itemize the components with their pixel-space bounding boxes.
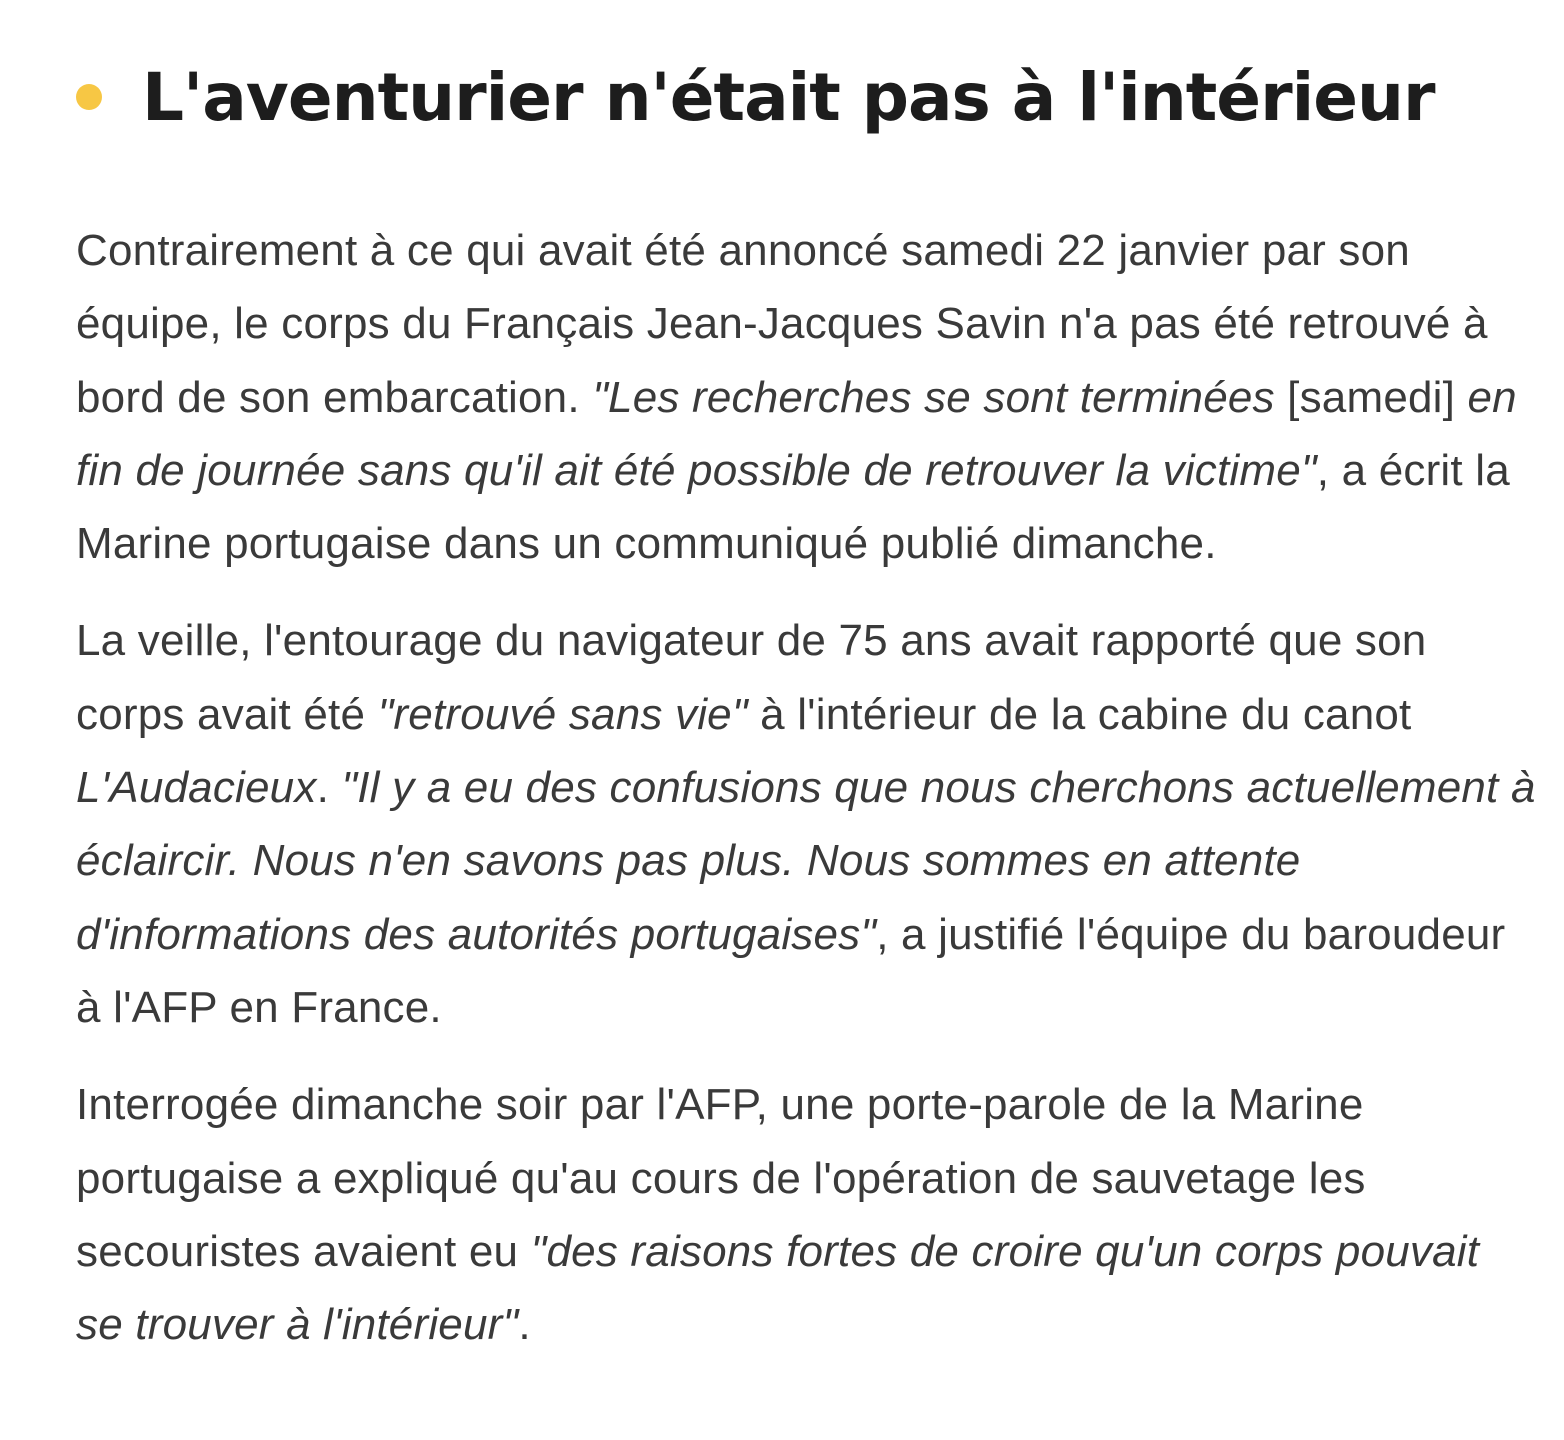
text-run: . — [316, 763, 342, 813]
quote-run: "des raisons fortes de croire qu'un corps pouvait se trouver à l'intérieur" — [76, 1226, 1480, 1350]
section-title: L'aventurier n'était pas à l'intérieur — [142, 59, 1435, 136]
text-run: Contrairement à ce qui avait été annoncé samedi 22 janvier par son équipe, le corps du Français Jean-Jacques Savin n'a pas été retrouvé à bord de son embarcation. — [76, 226, 1488, 422]
text-run: Interrogée dimanche soir par l'AFP, une porte-parole de la Marine portugaise a expliqué qu'au cours de l'opération de sauvetage les secouristes avaient eu — [76, 1080, 1366, 1276]
article-section — [76, 54, 1536, 1361]
bullet-dot-icon — [76, 84, 102, 110]
boat-name: L'Audacieux — [76, 763, 317, 813]
quote-run: "Les recherches se sont terminées — [592, 372, 1288, 422]
quote-run: "retrouvé sans vie" — [377, 689, 748, 739]
paragraph-1 — [76, 214, 1536, 580]
text-run: La veille, l'entourage du navigateur de 75 ans avait rapporté que son corps avait été — [76, 616, 1427, 739]
text-run: . — [518, 1300, 531, 1350]
paragraph-2 — [76, 604, 1536, 1044]
text-run: à l'intérieur de la cabine du canot — [747, 689, 1412, 739]
section-heading — [76, 54, 1536, 142]
text-run: , a écrit la Marine portugaise dans un communiqué publié dimanche. — [76, 445, 1510, 569]
quote-run: "Il y a eu des confusions que nous cherchons actuellement à éclaircir. Nous n'en savons pas plus. Nous sommes en attente d'informations des autorités portugaises" — [76, 763, 1536, 959]
paragraph-3 — [76, 1068, 1536, 1361]
text-run: , a justifié l'équipe du baroudeur à l'AFP en France. — [76, 909, 1506, 1032]
quote-run: en fin de journée sans qu'il ait été possible de retrouver la victime" — [76, 372, 1517, 495]
text-run: [samedi] — [1287, 372, 1468, 422]
